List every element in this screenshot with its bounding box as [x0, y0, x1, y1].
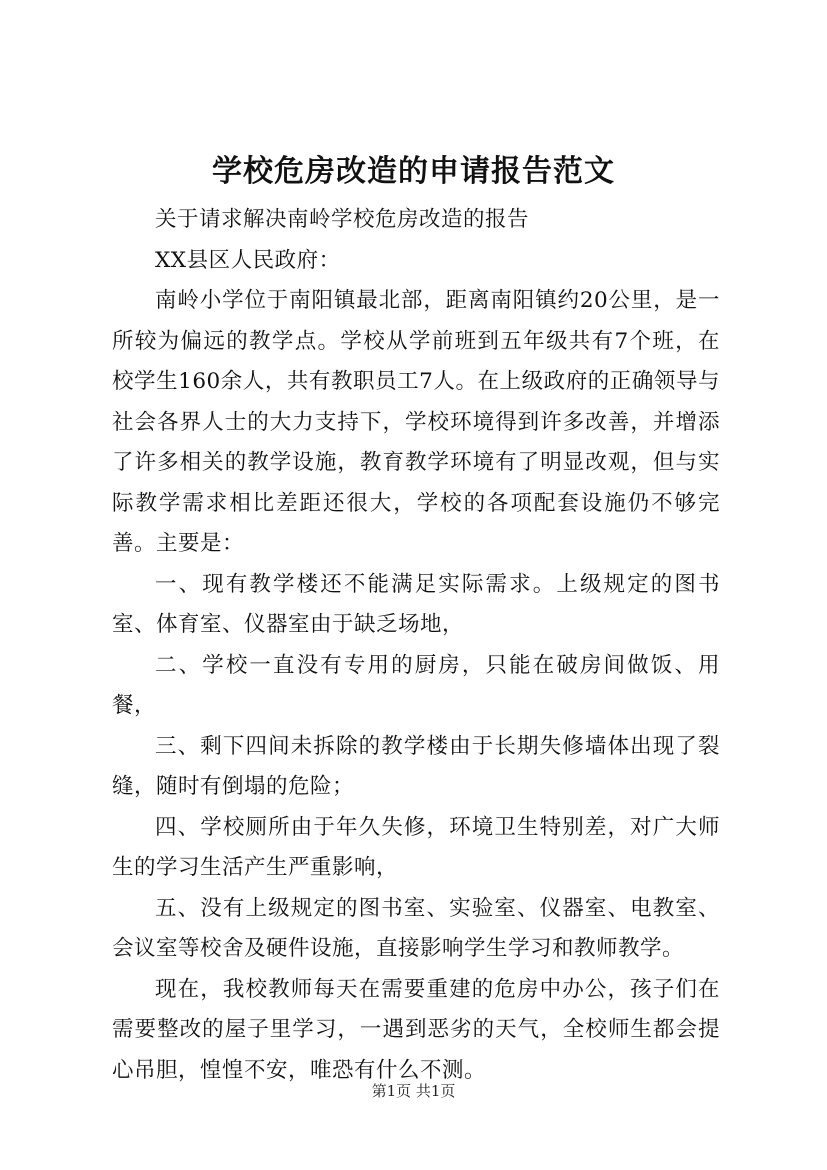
paragraph-item-5: 五、没有上级规定的图书室、实验室、仪器室、电教室、会议室等校舍及硬件设施，直接影响学生学习和教师教学。 [112, 895, 720, 961]
paragraph-current-situation: 现在，我校教师每天在需要重建的危房中办公，孩子们在需要整改的屋子里学习，一遇到恶劣的天气，全校师生都会提心吊胆，惶惶不安，唯恐有什么不测。 [112, 976, 720, 1083]
paragraph-subject: 关于请求解决南岭学校危房改造的报告 [155, 207, 530, 232]
paragraph-item-1: 一、现有教学楼还不能满足实际需求。上级规定的图书室、体育室、仪器室由于缺乏场地， [112, 571, 720, 637]
paragraph-addressee: XX县区人民政府： [155, 247, 341, 273]
paragraph-item-3: 三、剩下四间未拆除的教学楼由于长期失修墙体出现了裂缝，随时有倒塌的危险； [112, 733, 720, 799]
paragraph-intro: 南岭小学位于南阳镇最北部，距离南阳镇约20公里，是一所较为偏远的教学点。学校从学前班到五年级共有7个班，在校学生160余人，共有教职员工7人。在上级政府的正确领导与社会各界人士的大力支持下，学校环境得到许多改善，并增添了许多相关的教学设施，教育教学环境有了明显改观，但与实际教学需求相比差距还很大，学校的各项配套设施仍不够完善。主要是： [112, 288, 720, 556]
paragraph-item-4: 四、学校厕所由于年久失修，环境卫生特别差，对广大师生的学习生活产生严重影响， [112, 814, 720, 880]
page-footer: 第1页 共1页 [371, 1082, 456, 1100]
document-title: 学校危房改造的申请报告范文 [212, 154, 615, 189]
document-body [112, 200, 720, 1091]
paragraph-item-2: 二、学校一直没有专用的厨房，只能在破房间做饭、用餐， [112, 652, 720, 718]
